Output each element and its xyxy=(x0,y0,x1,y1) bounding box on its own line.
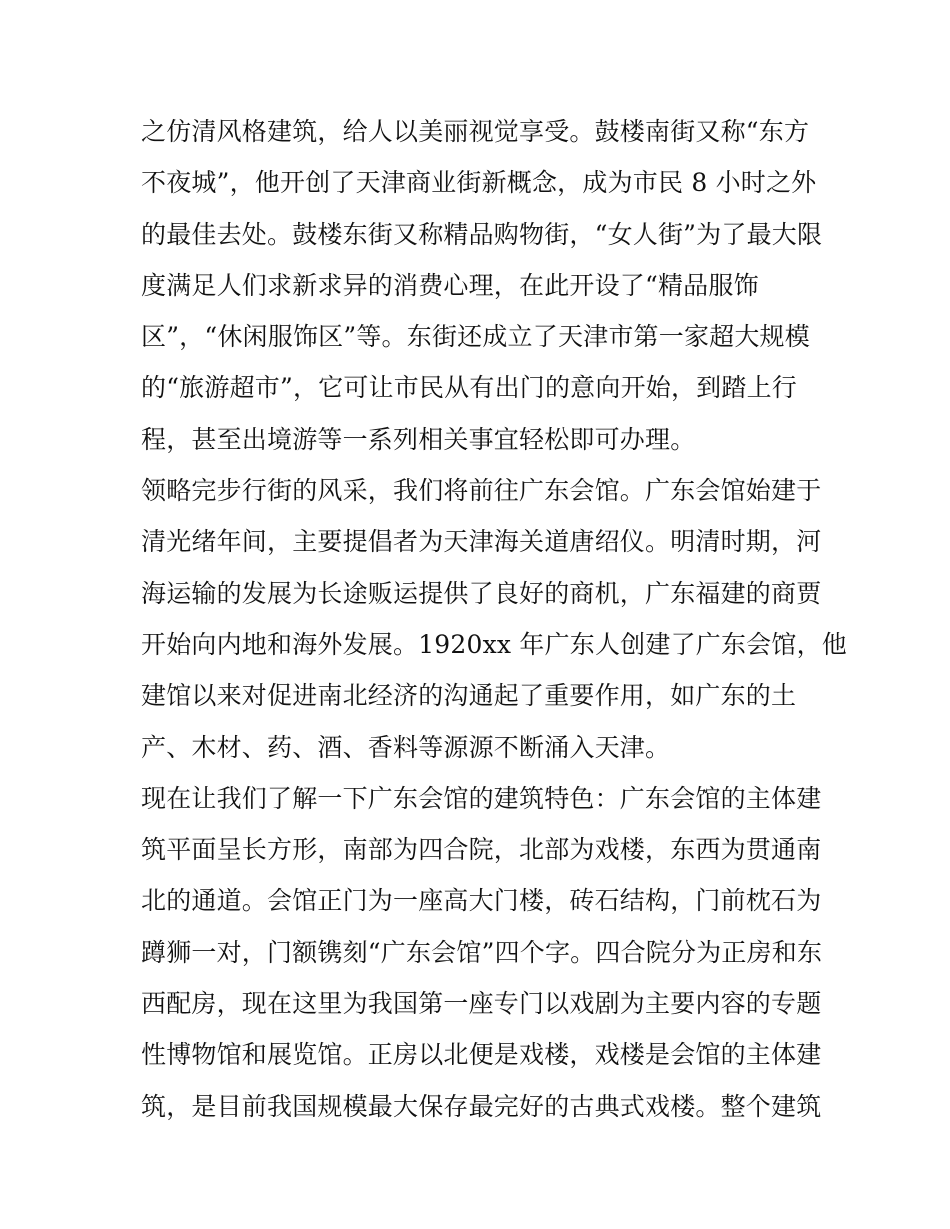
text-line: 现在让我们了解一下广东会馆的建筑特色：广东会馆的主体建 xyxy=(141,783,822,813)
body-text xyxy=(141,106,847,1132)
text-line: 建馆以来对促进南北经济的沟通起了重要作用，如广东的土 xyxy=(141,681,797,711)
text-line: 不夜城”，他开创了天津商业街新概念，成为市民 8 小时之外 xyxy=(141,168,817,198)
text-line: 领略完步行街的风采，我们将前往广东会馆。广东会馆始建于 xyxy=(141,476,822,506)
text-line: 的“旅游超市”，它可让市民从有出门的意向开始，到踏上行 xyxy=(141,373,797,403)
text-line: 程，甚至出境游等一系列相关事宜轻松即可办理。 xyxy=(141,424,696,454)
text-line: 的最佳去处。鼓楼东街又称精品购物街，“女人街”为了最大限 xyxy=(141,219,823,249)
text-line: 筑平面呈长方形，南部为四合院，北部为戏楼，东西为贯通南 xyxy=(141,835,822,865)
text-line: 区”，“休闲服饰区”等。东街还成立了天津市第一家超大规模 xyxy=(141,322,810,352)
text-line: 西配房，现在这里为我国第一座专门以戏剧为主要内容的专题 xyxy=(141,989,822,1019)
text-line: 性博物馆和展览馆。正房以北便是戏楼，戏楼是会馆的主体建 xyxy=(141,1040,822,1070)
text-line: 度满足人们求新求异的消费心理，在此开设了“精品服饰 xyxy=(141,270,759,300)
text-line: 筑，是目前我国规模最大保存最完好的古典式戏楼。整个建筑 xyxy=(141,1091,822,1121)
text-line: 海运输的发展为长途贩运提供了良好的商机，广东福建的商贾 xyxy=(141,578,822,608)
text-line: 清光绪年间，主要提倡者为天津海关道唐绍仪。明清时期，河 xyxy=(141,527,822,557)
text-line: 开始向内地和海外发展。1920xx 年广东人创建了广东会馆，他 xyxy=(141,629,847,659)
text-line: 产、木材、药、酒、香料等源源不断涌入天津。 xyxy=(141,732,671,762)
text-line: 蹲狮一对，门额镌刻“广东会馆”四个字。四合院分为正房和东 xyxy=(141,937,823,967)
text-line: 北的通道。会馆正门为一座高大门楼，砖石结构，门前枕石为 xyxy=(141,886,822,916)
text-line: 之仿清风格建筑，给人以美丽视觉享受。鼓楼南街又称“东方 xyxy=(141,117,810,146)
